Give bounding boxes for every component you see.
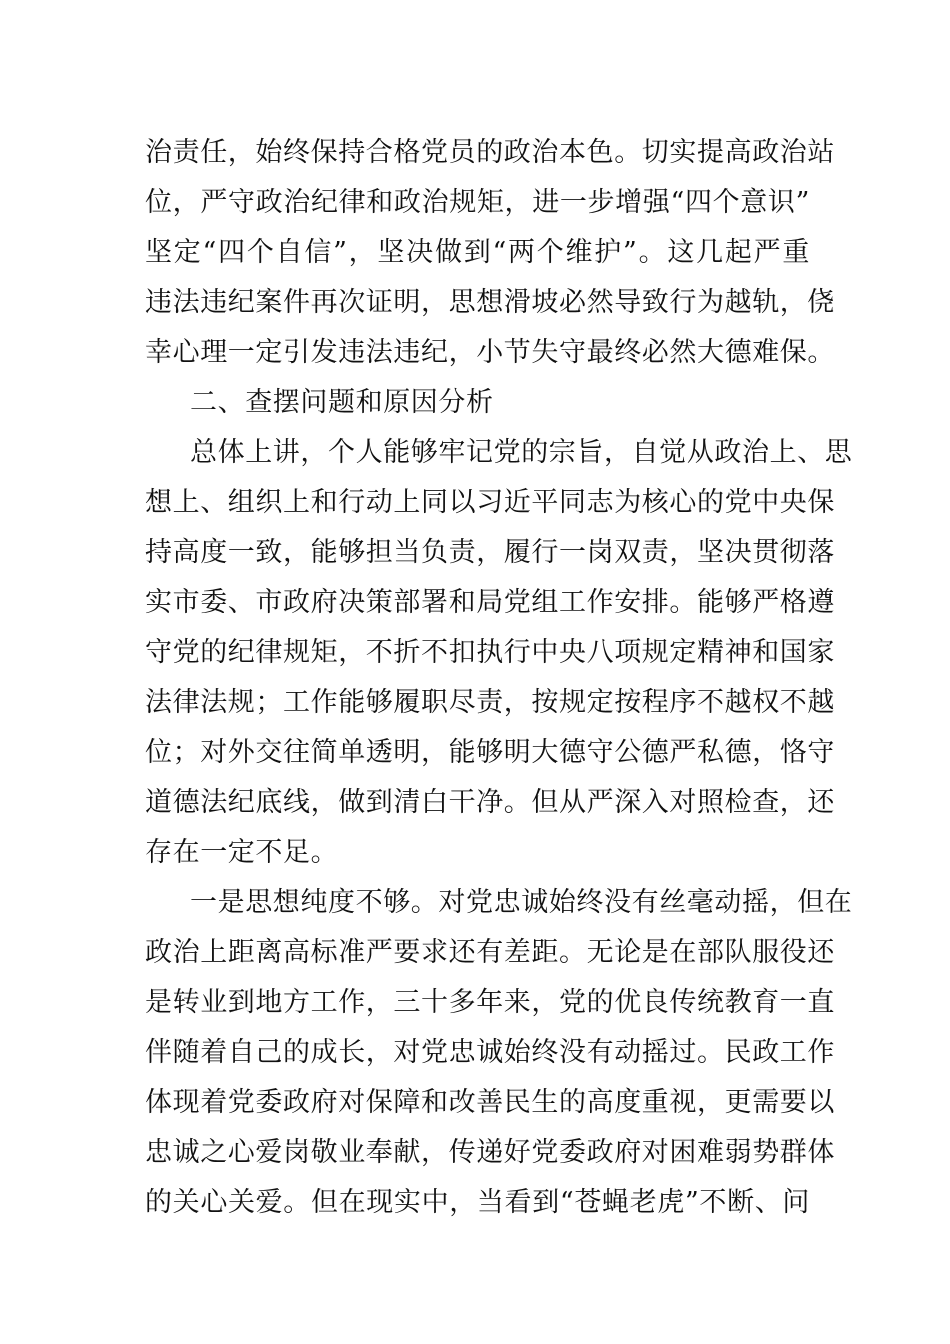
body-text-line: 治责任，始终保持合格党员的政治本色。切实提高政治站 [145,137,835,168]
body-text-line: 想上、组织上和行动上同以习近平同志为核心的党中央保 [145,487,835,518]
body-text-line: 的关心关爱。但在现实中，当看到“苍蝇老虎”不断、问 [145,1187,810,1218]
body-text-line: 伴随着自己的成长，对党忠诚始终没有动摇过。民政工作 [145,1037,835,1068]
body-text-line: 位；对外交往简单透明，能够明大德守公德严私德，恪守 [145,737,835,768]
paragraph-first-line: 总体上讲，个人能够牢记党的宗旨，自觉从政治上、思 [190,437,853,468]
paragraph-first-line: 一是思想纯度不够。对党忠诚始终没有丝毫动摇，但在 [190,887,853,918]
body-text-line: 幸心理一定引发违法违纪，小节失守最终必然大德难保。 [145,337,835,368]
body-text-line: 坚定“四个自信”，坚决做到“两个维护”。这几起严重 [145,237,810,268]
body-text-line: 忠诚之心爱岗敬业奉献，传递好党委政府对困难弱势群体 [145,1137,835,1168]
body-text-line: 位，严守政治纪律和政治规矩，进一步增强“四个意识” [145,187,810,218]
body-text-line: 法律法规；工作能够履职尽责，按规定按程序不越权不越 [145,687,835,718]
body-text-line: 守党的纪律规矩，不折不扣执行中央八项规定精神和国家 [145,637,835,668]
section-heading: 二、查摆问题和原因分析 [190,387,494,418]
body-text-line: 政治上距离高标准严要求还有差距。无论是在部队服役还 [145,937,835,968]
body-text-line: 体现着党委政府对保障和改善民生的高度重视，更需要以 [145,1087,835,1118]
body-text-line: 是转业到地方工作，三十多年来，党的优良传统教育一直 [145,987,835,1018]
body-text-line: 存在一定不足。 [145,837,339,868]
body-text-line: 持高度一致，能够担当负责，履行一岗双责，坚决贯彻落 [145,537,835,568]
body-text-line: 道德法纪底线，做到清白干净。但从严深入对照检查，还 [145,787,835,818]
body-text-line: 违法违纪案件再次证明，思想滑坡必然导致行为越轨，侥 [145,287,835,318]
body-text-line: 实市委、市政府决策部署和局党组工作安排。能够严格遵 [145,587,835,618]
